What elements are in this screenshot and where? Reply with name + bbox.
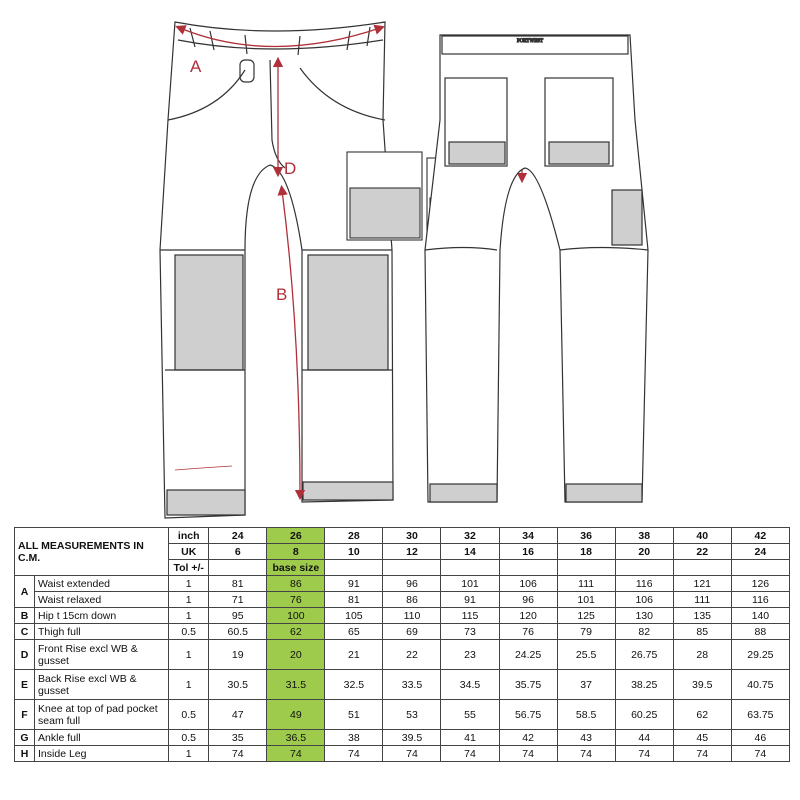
measurement-row [15,592,790,608]
measure-code: F [15,700,35,730]
measurement-value: 121 [673,576,731,592]
measurement-value: 120 [499,608,557,624]
measurement-value: 126 [731,576,789,592]
measurement-value: 35.75 [499,670,557,700]
measure-label: Back Rise excl WB & gusset [35,670,169,700]
tolerance-value: 1 [169,670,209,700]
measurement-value: 24.25 [499,640,557,670]
measurement-value-base: 86 [267,576,325,592]
measurement-value: 125 [557,608,615,624]
tolerance-value: 1 [169,640,209,670]
measurement-value: 73 [441,624,499,640]
measurement-value: 39.5 [383,730,441,746]
uk-size-base: 8 [267,544,325,560]
tolerance-value: 0.5 [169,730,209,746]
measure-label: Front Rise excl WB & gusset [35,640,169,670]
size-chart-table [14,527,790,762]
uk-size: 12 [383,544,441,560]
inch-size-base: 26 [267,528,325,544]
measurement-value: 38 [325,730,383,746]
tolerance-value: 1 [169,746,209,762]
measurement-value: 96 [383,576,441,592]
measurement-value: 116 [731,592,789,608]
measurement-value: 69 [383,624,441,640]
measure-code: E [15,670,35,700]
measure-label-d: D [284,159,297,178]
measurement-value: 42 [499,730,557,746]
measurement-value-base: 74 [267,746,325,762]
measurement-value: 63.75 [731,700,789,730]
measure-label: Ankle full [35,730,169,746]
measurement-value: 38.25 [615,670,673,700]
measurement-value: 45 [673,730,731,746]
measure-code: B [15,608,35,624]
inch-size: 30 [383,528,441,544]
measurement-value: 55 [441,700,499,730]
measurement-value: 81 [209,576,267,592]
table-title: ALL MEASUREMENTS IN C.M. [15,528,169,576]
measure-code: H [15,746,35,762]
measurement-value: 33.5 [383,670,441,700]
measurement-value: 88 [731,624,789,640]
measurement-value: 30.5 [209,670,267,700]
inch-size: 40 [673,528,731,544]
inch-header: inch [169,528,209,544]
measurement-value: 28 [673,640,731,670]
measurement-value: 111 [673,592,731,608]
measurement-value: 110 [383,608,441,624]
measurement-value: 74 [209,746,267,762]
front-knee-pad-left [175,255,243,370]
empty-cell [383,560,441,576]
measurement-row [15,624,790,640]
measurement-value: 82 [615,624,673,640]
measurement-value: 29.25 [731,640,789,670]
measurement-row [15,576,790,592]
measurement-value: 19 [209,640,267,670]
empty-cell [209,560,267,576]
measurement-value: 47 [209,700,267,730]
measurement-value: 53 [383,700,441,730]
uk-header: UK [169,544,209,560]
measurement-value: 34.5 [441,670,499,700]
measurement-value: 74 [499,746,557,762]
measurement-value: 44 [615,730,673,746]
brand-label: PORTWEST [517,39,544,44]
inch-size: 36 [557,528,615,544]
measure-label: Knee at top of pad pocket seam full [35,700,169,730]
measurement-value: 91 [325,576,383,592]
measurement-value: 74 [615,746,673,762]
uk-size: 14 [441,544,499,560]
measurement-value: 106 [499,576,557,592]
measurement-value: 79 [557,624,615,640]
measurement-row [15,700,790,730]
measure-label-b: B [276,285,288,304]
measurement-value: 85 [673,624,731,640]
measure-label: Waist relaxed [35,592,169,608]
uk-size: 24 [731,544,789,560]
measurement-value-base: 76 [267,592,325,608]
measurement-value-base: 100 [267,608,325,624]
measurement-value: 101 [441,576,499,592]
measurement-value-base: 62 [267,624,325,640]
measurement-value: 32.5 [325,670,383,700]
measurement-value-base: 49 [267,700,325,730]
uk-size: 16 [499,544,557,560]
measurement-value-base: 31.5 [267,670,325,700]
measurement-value: 115 [441,608,499,624]
measurement-row [15,640,790,670]
measurement-row [15,608,790,624]
measurement-value: 37 [557,670,615,700]
empty-cell [731,560,789,576]
uk-size: 10 [325,544,383,560]
measurement-value: 56.75 [499,700,557,730]
tolerance-value: 1 [169,608,209,624]
measurement-value: 140 [731,608,789,624]
measure-label-a: A [190,57,202,76]
header-row-inch [15,528,790,544]
empty-cell [615,560,673,576]
measure-code: A [15,576,35,608]
measure-code: D [15,640,35,670]
measurement-value: 22 [383,640,441,670]
measurement-value: 135 [673,608,731,624]
measurement-value: 76 [499,624,557,640]
measurement-value: 46 [731,730,789,746]
measurement-row [15,670,790,700]
measurement-value: 40.75 [731,670,789,700]
measurement-value: 106 [615,592,673,608]
measure-label: Hip t 15cm down [35,608,169,624]
measurement-value: 74 [383,746,441,762]
empty-cell [499,560,557,576]
measurement-value: 51 [325,700,383,730]
inch-size: 24 [209,528,267,544]
measurement-value-base: 20 [267,640,325,670]
measurement-value: 81 [325,592,383,608]
empty-cell [673,560,731,576]
measurement-row [15,730,790,746]
measurement-value: 25.5 [557,640,615,670]
measurement-value: 74 [673,746,731,762]
measurement-value: 60.25 [615,700,673,730]
measurement-value: 111 [557,576,615,592]
uk-size: 6 [209,544,267,560]
measurement-value: 60.5 [209,624,267,640]
tolerance-value: 1 [169,592,209,608]
measurement-value: 74 [557,746,615,762]
inch-size: 38 [615,528,673,544]
uk-size: 20 [615,544,673,560]
measure-code: G [15,730,35,746]
measurement-value: 74 [441,746,499,762]
measurement-value: 71 [209,592,267,608]
measure-code: C [15,624,35,640]
empty-cell [325,560,383,576]
inch-size: 32 [441,528,499,544]
front-view [160,22,393,518]
measurement-value: 74 [325,746,383,762]
measure-b-line [282,190,300,495]
empty-cell [441,560,499,576]
uk-size: 18 [557,544,615,560]
measurement-value: 101 [557,592,615,608]
measurement-value: 23 [441,640,499,670]
measurement-value: 65 [325,624,383,640]
measurement-value-base: 36.5 [267,730,325,746]
uk-size: 22 [673,544,731,560]
measurement-value: 74 [731,746,789,762]
tolerance-value: 0.5 [169,700,209,730]
empty-cell [557,560,615,576]
measurement-value: 35 [209,730,267,746]
measurement-value: 41 [441,730,499,746]
measure-label: Inside Leg [35,746,169,762]
measurement-value: 21 [325,640,383,670]
measurement-value: 58.5 [557,700,615,730]
measure-label: Thigh full [35,624,169,640]
measurement-value: 130 [615,608,673,624]
tolerance-value: 1 [169,576,209,592]
measurement-value: 105 [325,608,383,624]
measurement-value: 43 [557,730,615,746]
measurement-value: 116 [615,576,673,592]
measurement-value: 86 [383,592,441,608]
measurement-value: 96 [499,592,557,608]
measurement-value: 62 [673,700,731,730]
measure-label: Waist extended [35,576,169,592]
measurement-row [15,746,790,762]
measurement-value: 39.5 [673,670,731,700]
tol-header: Tol +/- [169,560,209,576]
back-view [425,35,648,502]
inch-size: 28 [325,528,383,544]
measurement-value: 91 [441,592,499,608]
inch-size: 34 [499,528,557,544]
measurement-value: 95 [209,608,267,624]
tolerance-value: 0.5 [169,624,209,640]
inch-size: 42 [731,528,789,544]
measurement-value: 26.75 [615,640,673,670]
base-size-label: base size [267,560,325,576]
front-knee-pad-right [308,255,388,370]
